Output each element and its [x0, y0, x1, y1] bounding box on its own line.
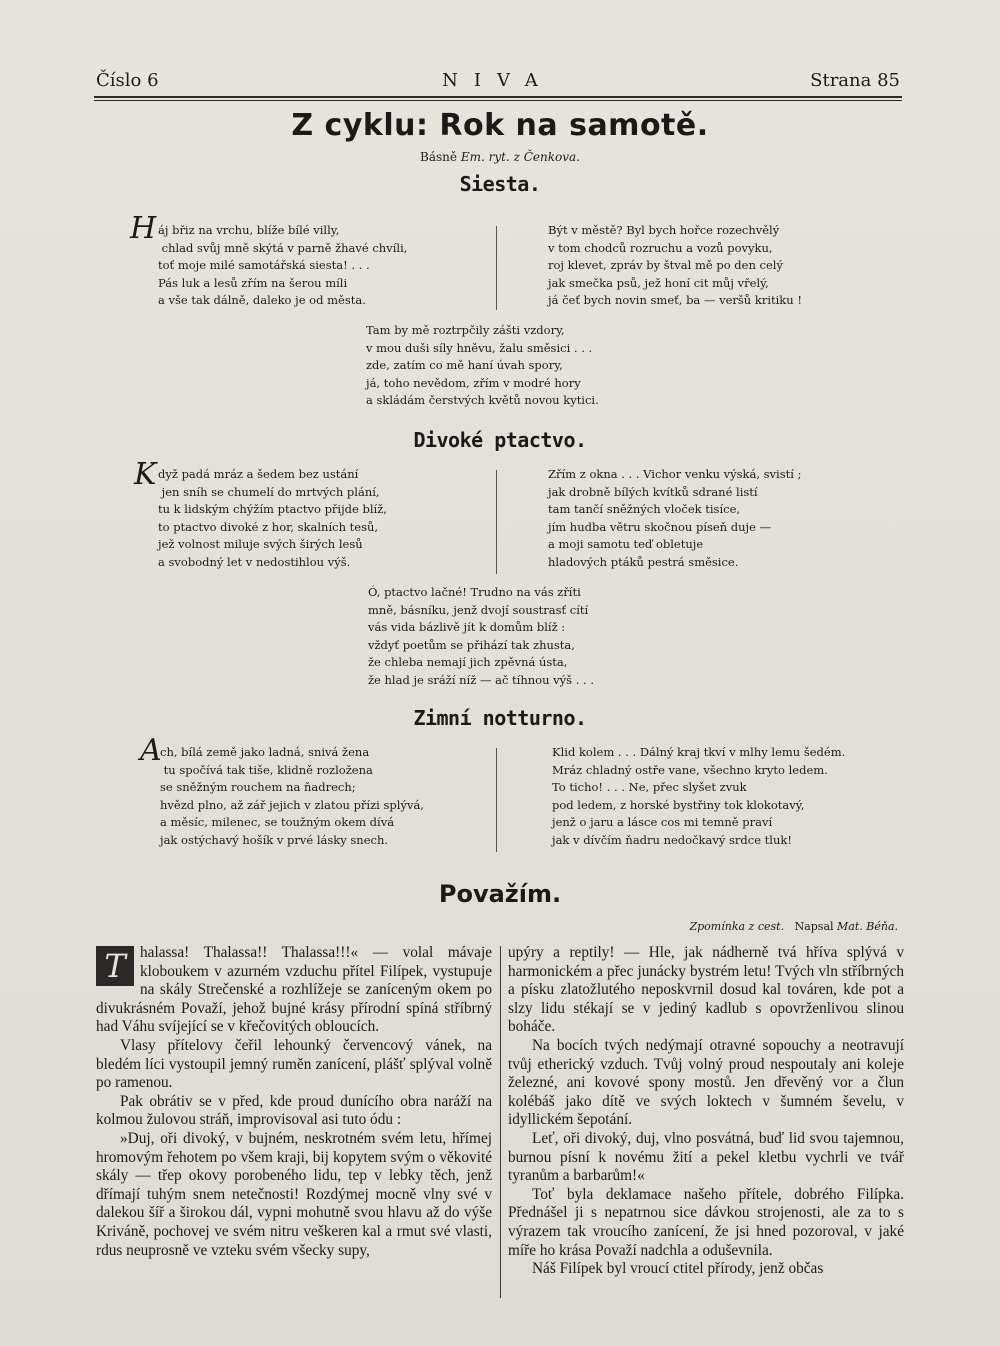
stanza-divider: [496, 748, 497, 852]
zimni-stanza-left: ch, bílá země jako ladná, snivá žena tu spočívá tak tiše, klidně rozložena se sněžným rouchem na ňadrech; hvězd plno, až zář jejich v zlatou přízi splývá, a měsíc, milenec, se toužným okem dívá jak ostýchavý hošík v prvé lásky snech.: [160, 745, 424, 847]
divoke-stanza-center: Ó, ptactvo lačné! Trudno na vás zříti mně, básníku, jenž dvojí soustrasť cítí vás vida bázlivě jít k domům blíž : vždyť poetům se přihází tak zhusta, že chleba nemají jich zpěvná ústa, že hlad je sráží níž — ač tíhnou výš . . .: [368, 585, 594, 687]
journal-name: NIVA: [442, 70, 554, 91]
article-column-right: [508, 944, 904, 1279]
siesta-stanza-left: áj břiz na vrchu, blíže bílé villy, chlad svůj mně skýtá v parně žhavé chvíli, toť moje milé samotářská siesta! . . . Pás luk a lesů zřím na šerou míli a vše tak dálně, daleko je od města.: [158, 223, 408, 307]
dropcap-siesta: H: [130, 211, 157, 246]
divoke-stanza-right: Zřím z okna . . . Vichor venku výská, svistí ; jak drobně bílých kvítků sdrané listí tam tančí sněžných vloček tisíce, jím hudba větru skočnou píseň duje — a moji samotu teď obletuje hladových ptáků pestrá směsice.: [548, 467, 802, 569]
poem-title-zimni: Zimní notturno.: [413, 706, 587, 730]
article-paragraph: Na bocích tvých nedýmají otravné sopouchy a neotravují tvůj etherický vzduch. Tvůj volný proud nespoutaly ani koleje železné, ani kovové spony mostů. Jen dřevěný vor a člun kolébáš jako dítě ve svých loktech v šumném ševelu, v idyllickém šepotání.: [508, 1036, 904, 1129]
article-author: Mat. Béňa.: [837, 920, 898, 933]
dropcap-divoke: K: [134, 457, 157, 492]
article-paragraph: Vlasy přítelovy čeřil lehounký červencový vánek, na bledém líci vystoupil jemný ruměn zanícení, plášť splýval volně po ramenou.: [96, 1036, 492, 1092]
subtitle-text: Básně: [420, 150, 457, 164]
column-divider: [500, 946, 501, 1298]
cycle-subtitle: [0, 150, 1000, 164]
paragraph-text: halassa! Thalassa!! Thalassa!!!« — volal mávaje kloboukem v azurném vzduchu přítel Filípek, vystupuje na skály Strečenské a rozhlížeje se zaníceným okem po divukrásném Považí, jehož bujné krásy přírodní spíná stříbrný had Váhu svíjející se v křečovitých obloucích.: [96, 944, 492, 1036]
header-rule: [94, 96, 902, 98]
article-paragraph: Náš Filípek byl vroucí ctitel přírody, jenž občas: [532, 1260, 824, 1278]
divoke-stanza-left: dyž padá mráz a šedem bez ustání jen sníh se chumelí do mrtvých plání, tu k lidským chýžím ptactvo přijde blíž, to ptactvo divoké z hor, skalních tesů, jež volnost miluje svých širých lesů a svobodný let v nedostihlou výš.: [158, 467, 387, 569]
article-dropcap: T: [96, 946, 134, 986]
article-paragraph: Leť, oři divoký, duj, vlno posvátná, buď lid svou tajemnou, burnou písní k novému žití a pekel kletbu vychrli ve tvář tyranům a barbarům!«: [508, 1129, 904, 1185]
zimni-stanza-right: Klid kolem . . . Dálný kraj tkví v mlhy lemu šedém. Mráz chladný ostře vane, všechno kryto ledem. To ticho! . . . Ne, přec slyšet zvuk pod ledem, z horské bystřiny tok klokotavý, jenž o jaru a lásce cos mi temně praví jak v dívčím ňadru nedočkavý srdce tluk!: [552, 745, 846, 847]
article-subtitle: [689, 920, 898, 933]
page-number: Strana 85: [810, 70, 900, 91]
stanza-divider: [496, 470, 497, 574]
article-paragraph: [96, 944, 492, 1037]
dropcap-zimni: A: [140, 733, 162, 768]
poem-title-divoke: Divoké ptactvo.: [413, 428, 587, 452]
article-column-left: [96, 944, 492, 1260]
issue-number: Číslo 6: [96, 70, 159, 91]
siesta-stanza-center: Tam by mě roztrpčily zášti vzdory, v mou duši síly hněvu, žalu směsici . . . zde, zatím co mě haní úvah spory, já, toho nevědom, zřím v modré hory a skládám čerstvých květů novou kytici.: [366, 323, 599, 407]
stanza-divider: [496, 226, 497, 310]
article-paragraph: Pak obrátiv se v před, kde proud dunícího obra naráží na kolmou žulovou stráň, improvisoval asi tuto ódu :: [96, 1092, 492, 1129]
article-subtitle-left: Zpomínka z cest.: [689, 920, 785, 933]
article-title: Považím.: [438, 880, 562, 908]
article-paragraph: Toť byla deklamace našeho přítele, dobrého Filípka. Přednášel ji s nepatrnou sice dávkou strojenosti, ale za to s výrazem tak vroucího zanícení, že jsi hned pozoroval, v jaké míře ho krása Považí nadchla a oduševnila.: [508, 1185, 904, 1259]
article-byline: Napsal: [794, 920, 834, 933]
poem-title-siesta: Siesta.: [459, 172, 541, 196]
page-header: [96, 64, 900, 98]
cycle-title: Z cyklu: Rok na samotě.: [291, 108, 709, 143]
siesta-stanza-right: Být v městě? Byl bych hořce rozechvělý v tom chodců rozruchu a vozů povyku, roj klevet, zpráv by štval mě po den celý jak smečka psů, jež honí cit můj vřelý, já čeť bych novin smeť, ba — veršů kritiku !: [548, 223, 802, 307]
article-paragraph: upýry a reptily! — Hle, jak nádherně tvá hříva splývá v harmonickém a přec junácky bystrém letu! Tvých vln stříbrných a písku zlatožlutého neposkvrnil dosud kal továren, kde pot a slzy lidu stékají se v jediný kadlub s opovrženlivou slinou boháče.: [508, 944, 904, 1036]
header-rule-thin: [94, 100, 902, 101]
subtitle-author: Em. ryt. z Čenkova.: [460, 150, 580, 164]
article-paragraph: »Duj, oři divoký, v bujném, neskrotném svém letu, hřímej hromovým řehotem po všem kraji, bij kopytem svým o věkovité skály — třep okovy porobeného lidu, tep v lebky těch, jenž dřímají tuhým snem netečnosti! Rozdýmej mocně vlny své v dalekou šíř a širokou dál, vypni mohutně svou hlavu až do výše Kriváně, pochovej ve svém nitru veškeren kal a rmut své vlasti, rdus neuprosně ve vzteku svém všecky supy,: [96, 1129, 492, 1259]
